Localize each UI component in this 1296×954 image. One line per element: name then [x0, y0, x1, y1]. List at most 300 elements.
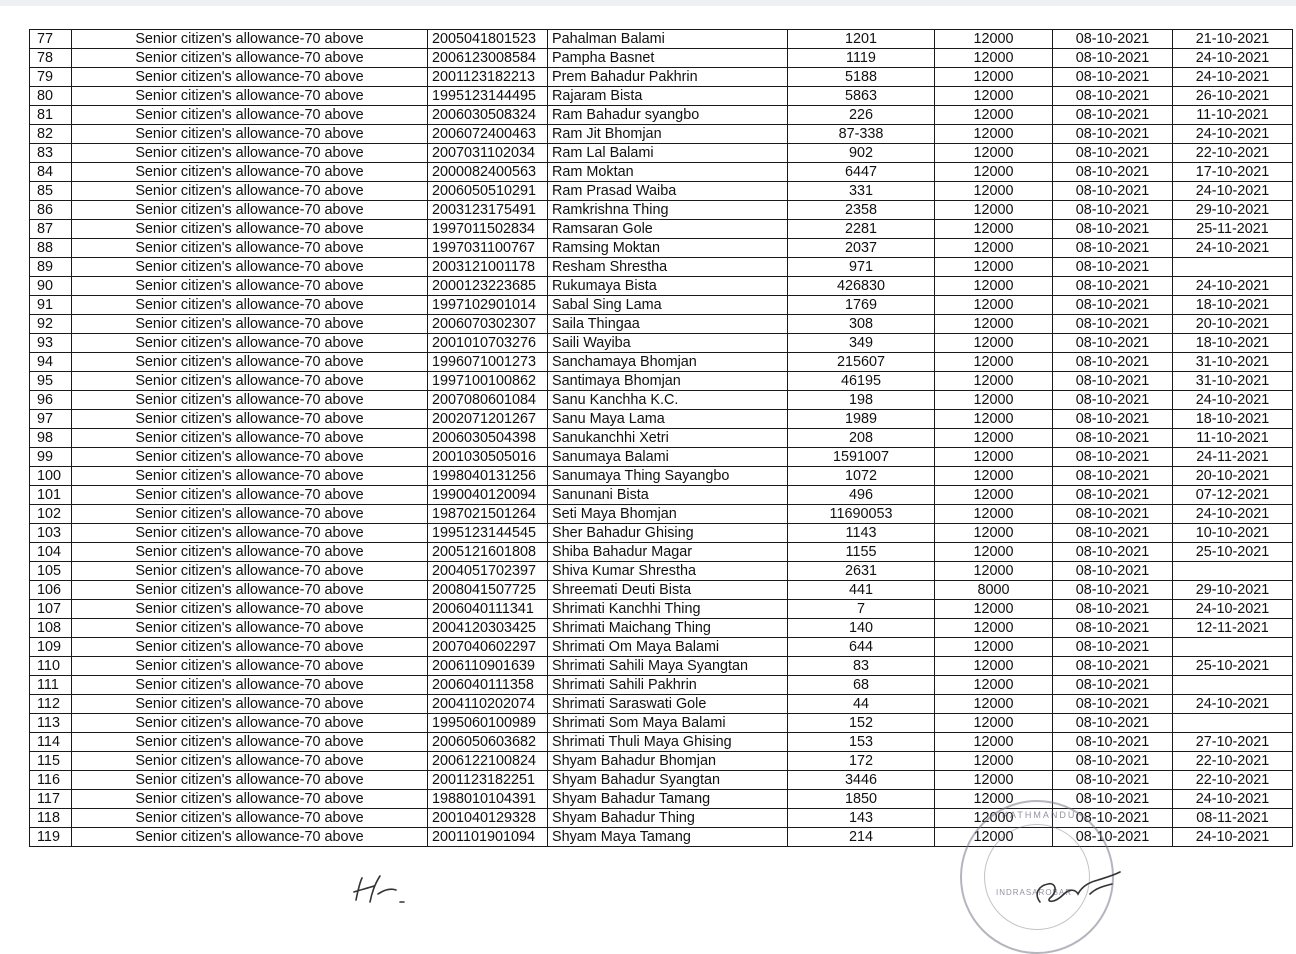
issue-date-cell: 08-10-2021 — [1053, 505, 1173, 524]
issue-date-cell: 08-10-2021 — [1053, 277, 1173, 296]
amount-cell: 12000 — [935, 828, 1053, 847]
amount-cell: 12000 — [935, 182, 1053, 201]
account-number-cell: 644 — [788, 638, 935, 657]
payment-date-cell: 25-10-2021 — [1173, 657, 1293, 676]
table-row — [30, 429, 1293, 448]
account-number-cell: 1769 — [788, 296, 935, 315]
account-number-cell: 46195 — [788, 372, 935, 391]
issue-date-cell: 08-10-2021 — [1053, 410, 1173, 429]
handwritten-signature — [1020, 864, 1130, 910]
beneficiary-name-cell: Shiva Kumar Shrestha — [548, 562, 788, 581]
beneficiary-name-cell: Resham Shrestha — [548, 258, 788, 277]
serial-number-cell: 115 — [30, 752, 72, 771]
payment-date-cell: 24-10-2021 — [1173, 600, 1293, 619]
table-row — [30, 125, 1293, 144]
amount-cell: 12000 — [935, 410, 1053, 429]
payment-date-cell: 24-10-2021 — [1173, 828, 1293, 847]
payment-date-cell: 17-10-2021 — [1173, 163, 1293, 182]
beneficiary-name-cell: Shyam Bahadur Thing — [548, 809, 788, 828]
serial-number-cell: 81 — [30, 106, 72, 125]
payment-date-cell: 21-10-2021 — [1173, 30, 1293, 49]
id-number-cell: 2006123008584 — [428, 49, 548, 68]
account-number-cell: 11690053 — [788, 505, 935, 524]
amount-cell: 12000 — [935, 239, 1053, 258]
payment-date-cell — [1173, 258, 1293, 277]
table-row — [30, 106, 1293, 125]
allowance-type-cell: Senior citizen's allowance-70 above — [72, 106, 428, 125]
serial-number-cell: 85 — [30, 182, 72, 201]
beneficiary-name-cell: Ramkrishna Thing — [548, 201, 788, 220]
issue-date-cell: 08-10-2021 — [1053, 334, 1173, 353]
allowance-type-cell: Senior citizen's allowance-70 above — [72, 144, 428, 163]
allowance-type-cell: Senior citizen's allowance-70 above — [72, 448, 428, 467]
beneficiary-name-cell: Ram Bahadur syangbo — [548, 106, 788, 125]
table-row — [30, 391, 1293, 410]
beneficiary-name-cell: Sher Bahadur Ghising — [548, 524, 788, 543]
amount-cell: 12000 — [935, 125, 1053, 144]
table-row — [30, 733, 1293, 752]
account-number-cell: 1850 — [788, 790, 935, 809]
payment-date-cell: 29-10-2021 — [1173, 581, 1293, 600]
amount-cell: 12000 — [935, 790, 1053, 809]
table-row — [30, 144, 1293, 163]
beneficiary-name-cell: Shrimati Saraswati Gole — [548, 695, 788, 714]
payment-date-cell: 24-10-2021 — [1173, 505, 1293, 524]
account-number-cell: 68 — [788, 676, 935, 695]
payment-date-cell: 24-10-2021 — [1173, 182, 1293, 201]
allowance-type-cell: Senior citizen's allowance-70 above — [72, 581, 428, 600]
amount-cell: 12000 — [935, 543, 1053, 562]
account-number-cell: 198 — [788, 391, 935, 410]
amount-cell: 12000 — [935, 144, 1053, 163]
account-number-cell: 143 — [788, 809, 935, 828]
allowance-type-cell: Senior citizen's allowance-70 above — [72, 828, 428, 847]
amount-cell: 12000 — [935, 562, 1053, 581]
issue-date-cell: 08-10-2021 — [1053, 600, 1173, 619]
amount-cell: 12000 — [935, 524, 1053, 543]
issue-date-cell: 08-10-2021 — [1053, 182, 1173, 201]
table-row — [30, 771, 1293, 790]
issue-date-cell: 08-10-2021 — [1053, 809, 1173, 828]
beneficiary-name-cell: Ramsaran Gole — [548, 220, 788, 239]
id-number-cell: 2006040111358 — [428, 676, 548, 695]
allowance-type-cell: Senior citizen's allowance-70 above — [72, 638, 428, 657]
allowance-type-cell: Senior citizen's allowance-70 above — [72, 277, 428, 296]
beneficiary-name-cell: Shrimati Thuli Maya Ghising — [548, 733, 788, 752]
payment-date-cell: 22-10-2021 — [1173, 752, 1293, 771]
payment-date-cell: 29-10-2021 — [1173, 201, 1293, 220]
serial-number-cell: 118 — [30, 809, 72, 828]
serial-number-cell: 112 — [30, 695, 72, 714]
allowance-type-cell: Senior citizen's allowance-70 above — [72, 790, 428, 809]
beneficiary-name-cell: Rajaram Bista — [548, 87, 788, 106]
serial-number-cell: 114 — [30, 733, 72, 752]
payment-date-cell: 24-10-2021 — [1173, 790, 1293, 809]
allowance-type-cell: Senior citizen's allowance-70 above — [72, 467, 428, 486]
id-number-cell: 2006040111341 — [428, 600, 548, 619]
table-row — [30, 182, 1293, 201]
table-row — [30, 714, 1293, 733]
beneficiary-name-cell: Shrimati Maichang Thing — [548, 619, 788, 638]
table-row — [30, 410, 1293, 429]
office-seal-text-top: KATHMANDU — [1002, 810, 1077, 820]
id-number-cell: 2007031102034 — [428, 144, 548, 163]
account-number-cell: 349 — [788, 334, 935, 353]
serial-number-cell: 109 — [30, 638, 72, 657]
payment-date-cell: 18-10-2021 — [1173, 296, 1293, 315]
allowance-type-cell: Senior citizen's allowance-70 above — [72, 258, 428, 277]
account-number-cell: 1143 — [788, 524, 935, 543]
amount-cell: 12000 — [935, 771, 1053, 790]
payment-date-cell: 24-11-2021 — [1173, 448, 1293, 467]
serial-number-cell: 117 — [30, 790, 72, 809]
id-number-cell: 1990040120094 — [428, 486, 548, 505]
handwritten-initials — [350, 872, 420, 908]
table-row — [30, 657, 1293, 676]
allowance-type-cell: Senior citizen's allowance-70 above — [72, 600, 428, 619]
scan-top-edge — [0, 0, 1296, 6]
allowance-type-cell: Senior citizen's allowance-70 above — [72, 125, 428, 144]
table-row — [30, 372, 1293, 391]
id-number-cell: 2006122100824 — [428, 752, 548, 771]
id-number-cell: 2004051702397 — [428, 562, 548, 581]
amount-cell: 12000 — [935, 315, 1053, 334]
serial-number-cell: 91 — [30, 296, 72, 315]
id-number-cell: 2003121001178 — [428, 258, 548, 277]
id-number-cell: 2007080601084 — [428, 391, 548, 410]
id-number-cell: 2005041801523 — [428, 30, 548, 49]
account-number-cell: 496 — [788, 486, 935, 505]
account-number-cell: 902 — [788, 144, 935, 163]
account-number-cell: 2037 — [788, 239, 935, 258]
issue-date-cell: 08-10-2021 — [1053, 619, 1173, 638]
issue-date-cell: 08-10-2021 — [1053, 353, 1173, 372]
issue-date-cell: 08-10-2021 — [1053, 296, 1173, 315]
serial-number-cell: 99 — [30, 448, 72, 467]
id-number-cell: 2000082400563 — [428, 163, 548, 182]
account-number-cell: 426830 — [788, 277, 935, 296]
office-seal-text-bottom: INDRASAROBAR — [996, 888, 1073, 897]
beneficiary-name-cell: Shrimati Som Maya Balami — [548, 714, 788, 733]
issue-date-cell: 08-10-2021 — [1053, 239, 1173, 258]
allowance-type-cell: Senior citizen's allowance-70 above — [72, 619, 428, 638]
beneficiary-name-cell: Shyam Bahadur Syangtan — [548, 771, 788, 790]
serial-number-cell: 86 — [30, 201, 72, 220]
account-number-cell: 1155 — [788, 543, 935, 562]
allowance-type-cell: Senior citizen's allowance-70 above — [72, 771, 428, 790]
id-number-cell: 1988010104391 — [428, 790, 548, 809]
table-row — [30, 68, 1293, 87]
issue-date-cell: 08-10-2021 — [1053, 429, 1173, 448]
account-number-cell: 83 — [788, 657, 935, 676]
table-row — [30, 467, 1293, 486]
serial-number-cell: 102 — [30, 505, 72, 524]
id-number-cell: 1997100100862 — [428, 372, 548, 391]
serial-number-cell: 119 — [30, 828, 72, 847]
id-number-cell: 2006030508324 — [428, 106, 548, 125]
issue-date-cell: 08-10-2021 — [1053, 220, 1173, 239]
table-row — [30, 239, 1293, 258]
payment-date-cell: 24-10-2021 — [1173, 277, 1293, 296]
beneficiary-name-cell: Shrimati Sahili Pakhrin — [548, 676, 788, 695]
serial-number-cell: 105 — [30, 562, 72, 581]
serial-number-cell: 101 — [30, 486, 72, 505]
id-number-cell: 2006030504398 — [428, 429, 548, 448]
table-row — [30, 220, 1293, 239]
serial-number-cell: 80 — [30, 87, 72, 106]
amount-cell: 12000 — [935, 467, 1053, 486]
id-number-cell: 2002071201267 — [428, 410, 548, 429]
allowance-type-cell: Senior citizen's allowance-70 above — [72, 163, 428, 182]
issue-date-cell: 08-10-2021 — [1053, 467, 1173, 486]
table-row — [30, 353, 1293, 372]
allowance-table — [29, 29, 1293, 847]
beneficiary-name-cell: Shiba Bahadur Magar — [548, 543, 788, 562]
allowance-type-cell: Senior citizen's allowance-70 above — [72, 505, 428, 524]
payment-date-cell: 24-10-2021 — [1173, 391, 1293, 410]
account-number-cell: 215607 — [788, 353, 935, 372]
id-number-cell: 2001010703276 — [428, 334, 548, 353]
amount-cell: 12000 — [935, 809, 1053, 828]
payment-date-cell — [1173, 638, 1293, 657]
issue-date-cell: 08-10-2021 — [1053, 125, 1173, 144]
serial-number-cell: 94 — [30, 353, 72, 372]
table-row — [30, 49, 1293, 68]
serial-number-cell: 78 — [30, 49, 72, 68]
account-number-cell: 2281 — [788, 220, 935, 239]
amount-cell: 12000 — [935, 600, 1053, 619]
payment-date-cell — [1173, 714, 1293, 733]
amount-cell: 12000 — [935, 201, 1053, 220]
allowance-type-cell: Senior citizen's allowance-70 above — [72, 296, 428, 315]
beneficiary-name-cell: Shyam Maya Tamang — [548, 828, 788, 847]
id-number-cell: 1987021501264 — [428, 505, 548, 524]
serial-number-cell: 103 — [30, 524, 72, 543]
payment-date-cell: 24-10-2021 — [1173, 68, 1293, 87]
account-number-cell: 2631 — [788, 562, 935, 581]
table-row — [30, 334, 1293, 353]
amount-cell: 12000 — [935, 372, 1053, 391]
issue-date-cell: 08-10-2021 — [1053, 201, 1173, 220]
beneficiary-name-cell: Santimaya Bhomjan — [548, 372, 788, 391]
beneficiary-name-cell: Ram Lal Balami — [548, 144, 788, 163]
amount-cell: 12000 — [935, 163, 1053, 182]
account-number-cell: 226 — [788, 106, 935, 125]
serial-number-cell: 90 — [30, 277, 72, 296]
allowance-type-cell: Senior citizen's allowance-70 above — [72, 657, 428, 676]
id-number-cell: 2003123175491 — [428, 201, 548, 220]
id-number-cell: 1997031100767 — [428, 239, 548, 258]
table-row — [30, 505, 1293, 524]
beneficiary-name-cell: Ram Jit Bhomjan — [548, 125, 788, 144]
beneficiary-name-cell: Sabal Sing Lama — [548, 296, 788, 315]
allowance-type-cell: Senior citizen's allowance-70 above — [72, 752, 428, 771]
id-number-cell: 1998040131256 — [428, 467, 548, 486]
table-row — [30, 809, 1293, 828]
serial-number-cell: 106 — [30, 581, 72, 600]
id-number-cell: 2001123182213 — [428, 68, 548, 87]
account-number-cell: 1201 — [788, 30, 935, 49]
allowance-type-cell: Senior citizen's allowance-70 above — [72, 543, 428, 562]
table-row — [30, 448, 1293, 467]
table-row — [30, 201, 1293, 220]
amount-cell: 12000 — [935, 448, 1053, 467]
amount-cell: 12000 — [935, 334, 1053, 353]
account-number-cell: 152 — [788, 714, 935, 733]
payment-date-cell: 20-10-2021 — [1173, 315, 1293, 334]
allowance-type-cell: Senior citizen's allowance-70 above — [72, 809, 428, 828]
issue-date-cell: 08-10-2021 — [1053, 562, 1173, 581]
payment-date-cell: 26-10-2021 — [1173, 87, 1293, 106]
payment-date-cell: 12-11-2021 — [1173, 619, 1293, 638]
id-number-cell: 2006110901639 — [428, 657, 548, 676]
table-row — [30, 296, 1293, 315]
issue-date-cell: 08-10-2021 — [1053, 68, 1173, 87]
allowance-type-cell: Senior citizen's allowance-70 above — [72, 562, 428, 581]
serial-number-cell: 87 — [30, 220, 72, 239]
table-row — [30, 600, 1293, 619]
amount-cell: 12000 — [935, 30, 1053, 49]
account-number-cell: 441 — [788, 581, 935, 600]
issue-date-cell: 08-10-2021 — [1053, 828, 1173, 847]
beneficiary-name-cell: Saila Thingaa — [548, 315, 788, 334]
payment-date-cell: 11-10-2021 — [1173, 429, 1293, 448]
table-row — [30, 277, 1293, 296]
allowance-type-cell: Senior citizen's allowance-70 above — [72, 30, 428, 49]
serial-number-cell: 116 — [30, 771, 72, 790]
allowance-type-cell: Senior citizen's allowance-70 above — [72, 182, 428, 201]
serial-number-cell: 104 — [30, 543, 72, 562]
allowance-type-cell: Senior citizen's allowance-70 above — [72, 486, 428, 505]
allowance-type-cell: Senior citizen's allowance-70 above — [72, 334, 428, 353]
serial-number-cell: 79 — [30, 68, 72, 87]
account-number-cell: 214 — [788, 828, 935, 847]
beneficiary-name-cell: Pampha Basnet — [548, 49, 788, 68]
id-number-cell: 2007040602297 — [428, 638, 548, 657]
serial-number-cell: 111 — [30, 676, 72, 695]
amount-cell: 12000 — [935, 676, 1053, 695]
payment-date-cell: 31-10-2021 — [1173, 372, 1293, 391]
beneficiary-name-cell: Sanunani Bista — [548, 486, 788, 505]
beneficiary-name-cell: Ramsing Moktan — [548, 239, 788, 258]
allowance-type-cell: Senior citizen's allowance-70 above — [72, 524, 428, 543]
beneficiary-name-cell: Rukumaya Bista — [548, 277, 788, 296]
beneficiary-name-cell: Shrimati Sahili Maya Syangtan — [548, 657, 788, 676]
account-number-cell: 44 — [788, 695, 935, 714]
amount-cell: 12000 — [935, 258, 1053, 277]
issue-date-cell: 08-10-2021 — [1053, 49, 1173, 68]
amount-cell: 12000 — [935, 752, 1053, 771]
amount-cell: 12000 — [935, 695, 1053, 714]
account-number-cell: 971 — [788, 258, 935, 277]
serial-number-cell: 92 — [30, 315, 72, 334]
issue-date-cell: 08-10-2021 — [1053, 87, 1173, 106]
table-row — [30, 581, 1293, 600]
allowance-type-cell: Senior citizen's allowance-70 above — [72, 201, 428, 220]
table-row — [30, 30, 1293, 49]
issue-date-cell: 08-10-2021 — [1053, 315, 1173, 334]
account-number-cell: 1119 — [788, 49, 935, 68]
table-row — [30, 752, 1293, 771]
payment-date-cell — [1173, 562, 1293, 581]
beneficiary-name-cell: Ram Moktan — [548, 163, 788, 182]
amount-cell: 12000 — [935, 429, 1053, 448]
amount-cell: 12000 — [935, 391, 1053, 410]
serial-number-cell: 88 — [30, 239, 72, 258]
payment-date-cell: 11-10-2021 — [1173, 106, 1293, 125]
payment-date-cell: 24-10-2021 — [1173, 49, 1293, 68]
issue-date-cell: 08-10-2021 — [1053, 638, 1173, 657]
amount-cell: 12000 — [935, 296, 1053, 315]
issue-date-cell: 08-10-2021 — [1053, 448, 1173, 467]
serial-number-cell: 82 — [30, 125, 72, 144]
payment-date-cell: 27-10-2021 — [1173, 733, 1293, 752]
table-row — [30, 790, 1293, 809]
table-row — [30, 524, 1293, 543]
beneficiary-name-cell: Seti Maya Bhomjan — [548, 505, 788, 524]
allowance-type-cell: Senior citizen's allowance-70 above — [72, 372, 428, 391]
allowance-table-body — [30, 30, 1293, 847]
serial-number-cell: 97 — [30, 410, 72, 429]
payment-date-cell: 24-10-2021 — [1173, 239, 1293, 258]
amount-cell: 12000 — [935, 353, 1053, 372]
payment-date-cell: 31-10-2021 — [1173, 353, 1293, 372]
payment-date-cell: 20-10-2021 — [1173, 467, 1293, 486]
amount-cell: 12000 — [935, 220, 1053, 239]
account-number-cell: 308 — [788, 315, 935, 334]
issue-date-cell: 08-10-2021 — [1053, 524, 1173, 543]
id-number-cell: 1997011502834 — [428, 220, 548, 239]
id-number-cell: 2006072400463 — [428, 125, 548, 144]
payment-date-cell: 08-11-2021 — [1173, 809, 1293, 828]
id-number-cell: 2006050510291 — [428, 182, 548, 201]
table-row — [30, 619, 1293, 638]
account-number-cell: 2358 — [788, 201, 935, 220]
amount-cell: 12000 — [935, 638, 1053, 657]
allowance-type-cell: Senior citizen's allowance-70 above — [72, 429, 428, 448]
account-number-cell: 5188 — [788, 68, 935, 87]
serial-number-cell: 96 — [30, 391, 72, 410]
payment-date-cell: 18-10-2021 — [1173, 334, 1293, 353]
issue-date-cell: 08-10-2021 — [1053, 676, 1173, 695]
account-number-cell: 3446 — [788, 771, 935, 790]
beneficiary-name-cell: Ram Prasad Waiba — [548, 182, 788, 201]
allowance-type-cell: Senior citizen's allowance-70 above — [72, 315, 428, 334]
serial-number-cell: 100 — [30, 467, 72, 486]
issue-date-cell: 08-10-2021 — [1053, 657, 1173, 676]
table-row — [30, 163, 1293, 182]
amount-cell: 12000 — [935, 714, 1053, 733]
amount-cell: 12000 — [935, 106, 1053, 125]
id-number-cell: 2005121601808 — [428, 543, 548, 562]
serial-number-cell: 107 — [30, 600, 72, 619]
id-number-cell: 2001123182251 — [428, 771, 548, 790]
account-number-cell: 7 — [788, 600, 935, 619]
id-number-cell: 2006050603682 — [428, 733, 548, 752]
beneficiary-name-cell: Shrimati Kanchhi Thing — [548, 600, 788, 619]
beneficiary-name-cell: Shyam Bahadur Tamang — [548, 790, 788, 809]
id-number-cell: 2004120303425 — [428, 619, 548, 638]
table-row — [30, 562, 1293, 581]
id-number-cell: 2001101901094 — [428, 828, 548, 847]
account-number-cell: 140 — [788, 619, 935, 638]
table-row — [30, 695, 1293, 714]
allowance-type-cell: Senior citizen's allowance-70 above — [72, 68, 428, 87]
id-number-cell: 2001030505016 — [428, 448, 548, 467]
table-row — [30, 638, 1293, 657]
beneficiary-name-cell: Sanu Kanchha K.C. — [548, 391, 788, 410]
allowance-type-cell: Senior citizen's allowance-70 above — [72, 87, 428, 106]
